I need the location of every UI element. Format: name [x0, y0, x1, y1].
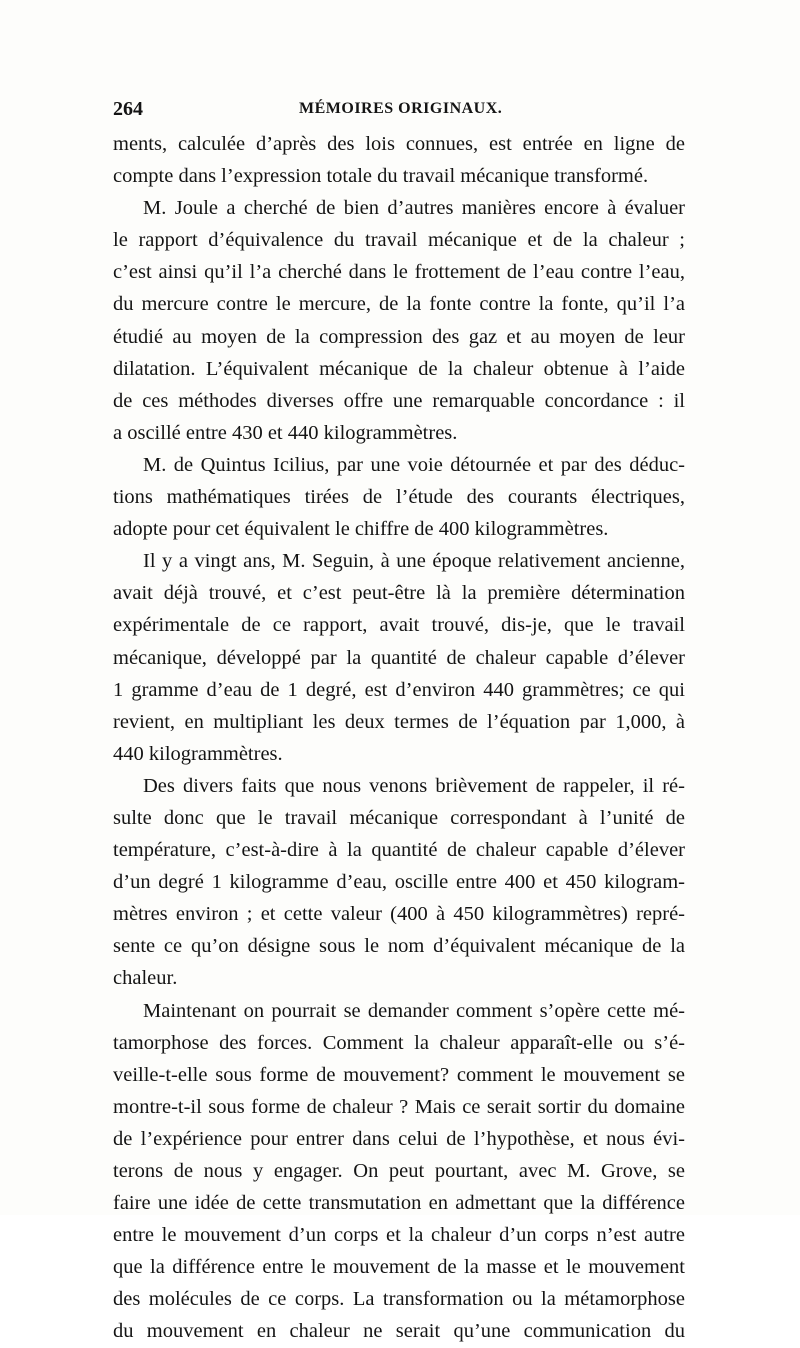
text-line: tamorphose des forces. Comment la chaleur apparaît-elle ou s’é-	[113, 1031, 685, 1054]
text-line: sente ce qu’on désigne sous le nom d’équivalent mécanique de la	[113, 935, 685, 958]
text-line: du mouvement en chaleur ne serait qu’une communication du	[113, 1320, 685, 1343]
paragraph-first-line: M. Joule a cherché de bien d’autres manières encore à évaluer	[143, 197, 685, 220]
text-line: 1 gramme d’eau de 1 degré, est d’environ 440 grammètres; ce qui	[113, 678, 685, 701]
running-head: MÉMOIRES ORIGINAUX.	[299, 100, 503, 117]
text-line: avait déjà trouvé, et c’est peut-être là la première détermination	[113, 582, 685, 605]
paragraph-first-line: Il y a vingt ans, M. Seguin, à une époque relativement ancienne,	[143, 550, 685, 573]
text-line: ments, calculée d’après des lois connues, est entrée en ligne de	[113, 133, 685, 155]
text-line: 440 kilogrammètres.	[113, 742, 283, 765]
text-line: terons de nous y engager. On peut pourtant, avec M. Grove, se	[113, 1160, 685, 1182]
text-line: étudié au moyen de la compression des gaz et au moyen de leur	[113, 325, 685, 348]
text-line: le rapport d’équivalence du travail mécanique et de la chaleur ;	[113, 229, 685, 252]
text-line: revient, en multipliant les deux termes de l’équation par 1,000, à	[113, 710, 685, 733]
text-line: dilatation. L’équivalent mécanique de la chaleur obtenue à l’aide	[113, 357, 685, 380]
text-line: montre-t-il sous forme de chaleur ? Mais ce serait sortir du domaine	[113, 1095, 685, 1118]
paragraph-first-line: Maintenant on pourrait se demander comment s’opère cette mé-	[143, 999, 685, 1022]
text-line: mécanique, développé par la quantité de chaleur capable d’élever	[113, 646, 685, 669]
page-number: 264	[113, 98, 143, 120]
text-line: température, c’est-à-dire à la quantité de chaleur capable d’élever	[113, 839, 685, 862]
text-line: que la différence entre le mouvement de la masse et le mouvement	[113, 1256, 685, 1279]
text-line: a oscillé entre 430 et 440 kilogrammètres.	[113, 421, 458, 444]
text-line: tions mathématiques tirées de l’étude des courants électriques,	[113, 486, 685, 509]
text-line: mètres environ ; et cette valeur (400 à 450 kilogrammètres) repré-	[113, 903, 685, 926]
page-header	[113, 98, 685, 122]
body-text	[113, 128, 685, 1348]
text-line: c’est ainsi qu’il l’a cherché dans le frottement de l’eau contre l’eau,	[113, 261, 685, 284]
text-line: de ces méthodes diverses offre une remarquable concordance : il	[113, 389, 685, 412]
paragraph-first-line: Des divers faits que nous venons brièvement de rappeler, il ré-	[143, 774, 685, 797]
text-line: du mercure contre le mercure, de la fonte contre la fonte, qu’il l’a	[113, 293, 685, 316]
text-line: chaleur.	[113, 967, 178, 990]
text-line: compte dans l’expression totale du travail mécanique transformé.	[113, 165, 649, 188]
text-line: faire une idée de cette transmutation en admettant que la différence	[113, 1192, 685, 1215]
text-line: sulte donc que le travail mécanique correspondant à l’unité de	[113, 806, 685, 829]
paragraph-first-line: M. de Quintus Icilius, par une voie détournée et par des déduc-	[143, 453, 685, 476]
text-line: d’un degré 1 kilogramme d’eau, oscille entre 400 et 450 kilogram-	[113, 871, 685, 894]
text-line: de l’expérience pour entrer dans celui de l’hypothèse, et nous évi-	[113, 1127, 685, 1150]
text-line: entre le mouvement d’un corps et la chaleur d’un corps n’est autre	[113, 1224, 685, 1247]
text-line: veille-t-elle sous forme de mouvement? comment le mouvement se	[113, 1063, 685, 1086]
text-line: expérimentale de ce rapport, avait trouvé, dis-je, que le travail	[113, 614, 685, 637]
text-line: adopte pour cet équivalent le chiffre de 400 kilogrammètres.	[113, 518, 609, 541]
text-line: des molécules de ce corps. La transformation ou la métamorphose	[113, 1288, 685, 1311]
